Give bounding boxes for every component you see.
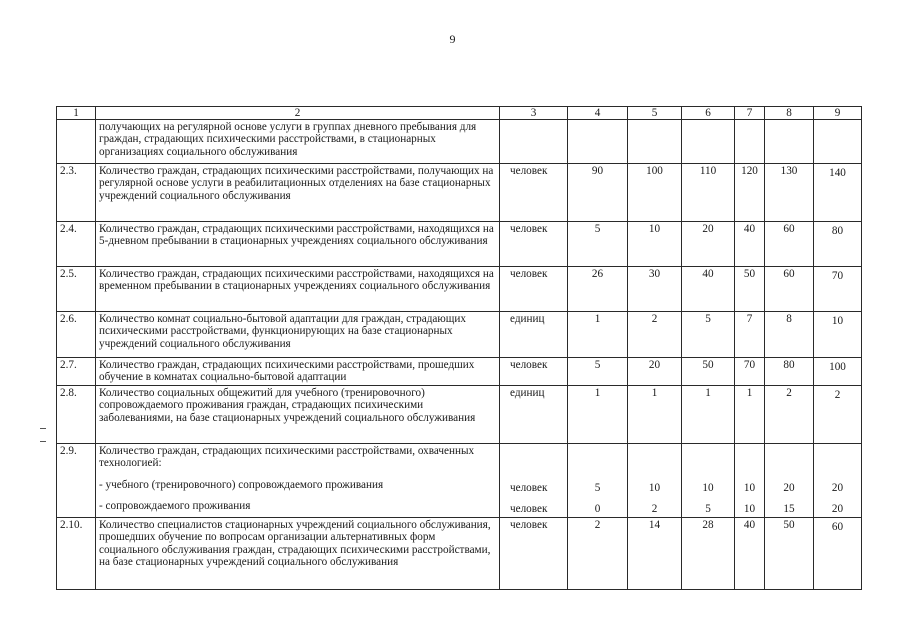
value-2022: 1 [735,385,765,443]
value-2021: 28 [682,517,735,589]
value-2019: 5 0 [568,443,628,517]
value-2019: 2 [568,517,628,589]
value-2020: 10 [628,222,682,267]
row-unit: человек человек [500,443,568,517]
value-2024: 70 [814,267,862,312]
row-unit: единиц [500,385,568,443]
row-description: Количество комнат социально-бытовой адаптации для граждан, страдающих психическими расстройствами, функционирующих на базе стационарных учреждений социального обслуживания [96,312,500,358]
table-row [57,443,862,517]
value-2021: 110 [682,164,735,222]
row-description: Количество специалистов стационарных учреждений социального обслуживания, прошедших обучение по вопросам организации альтернативных форм социального обслуживания граждан, страдающих психическими расстройствами, на базе стационарных учреждений социального обслуживания [96,517,500,589]
value-2021: 20 [682,222,735,267]
row-description: Количество граждан, страдающих психическими расстройствами, прошедших обучение в комнатах социально-бытовой адаптации [96,358,500,386]
value-2021: 40 [682,267,735,312]
sub-item-trial-living: - учебного (тренировочного) сопровождаемого проживания [99,478,384,491]
value-2020: 20 [628,358,682,386]
margin-mark [40,441,46,442]
row-number: 2.9. [57,443,96,517]
column-number: 6 [682,107,735,120]
value-2020: 1 [628,385,682,443]
value-2020: 2 [628,312,682,358]
table-row [57,517,862,589]
row-description: получающих на регулярной основе услуги в группах дневного пребывания для граждан, страдающих психическими расстройствами, в стационарных организациях социального обслуживания [96,120,500,164]
row-description: Количество социальных общежитий для учебного (тренировочного) сопровождаемого проживания граждан, страдающих психическими заболеваниями, на базе стационарных учреждений социального обслуживания [96,385,500,443]
row-number: 2.6. [57,312,96,358]
indicators-table [56,106,862,590]
column-number: 9 [814,107,862,120]
column-number: 1 [57,107,96,120]
value-2022: 7 [735,312,765,358]
row-description: Количество граждан, страдающих психическими расстройствами, находящихся на 5-дневном пребывании в стационарных учреждениях социального обслуживания [96,222,500,267]
value-2023: 2 [765,385,814,443]
value-2023: 50 [765,517,814,589]
margin-mark [40,428,46,429]
row-number: 2.3. [57,164,96,222]
value-2022: 120 [735,164,765,222]
value-2019: 90 [568,164,628,222]
row-unit: человек [500,164,568,222]
row-description: Количество граждан, страдающих психическими расстройствами, находящихся на временном пребывании в стационарных учреждениях социального обслуживания [96,267,500,312]
row-number [57,120,96,164]
value-2020: 100 [628,164,682,222]
column-number: 4 [568,107,628,120]
value-2023: 60 [765,267,814,312]
value-2020: 14 [628,517,682,589]
value-2023: 130 [765,164,814,222]
row-number: 2.10. [57,517,96,589]
value-2024: 100 [814,358,862,386]
value-2019: 26 [568,267,628,312]
column-number: 2 [96,107,500,120]
row-unit: человек [500,267,568,312]
value-2024: 10 [814,312,862,358]
value-2022: 50 [735,267,765,312]
value-2019: 1 [568,312,628,358]
value-2023: 8 [765,312,814,358]
page-number: 9 [449,32,456,46]
value-2021: 5 [682,312,735,358]
table-row [57,267,862,312]
row-description: Количество граждан, страдающих психическими расстройствами, получающих на регулярной основе услуги в реабилитационных отделениях на базе стационарных учреждений социального обслуживания [96,164,500,222]
row-unit: единиц [500,312,568,358]
column-number: 3 [500,107,568,120]
value-2021: 10 5 [682,443,735,517]
row-number: 2.7. [57,358,96,386]
value-2024: 140 [814,164,862,222]
table-row [57,312,862,358]
value-2022: 10 10 [735,443,765,517]
value-2021: 50 [682,358,735,386]
value-2022: 40 [735,222,765,267]
value-2024: 2 [814,385,862,443]
value-2021: 1 [682,385,735,443]
value-2023: 20 15 [765,443,814,517]
value-2023: 60 [765,222,814,267]
row-number: 2.4. [57,222,96,267]
row-number: 2.8. [57,385,96,443]
value-2024: 60 [814,517,862,589]
row-unit: человек [500,222,568,267]
value-2022: 70 [735,358,765,386]
table-row [57,164,862,222]
column-number: 7 [735,107,765,120]
row-unit [500,120,568,164]
row-description-main: Количество граждан, страдающих психическими расстройствами, охваченных технологией: [99,444,475,470]
table-row-continuation [57,120,862,164]
value-2023: 80 [765,358,814,386]
table-row [57,222,862,267]
row-description [96,443,500,517]
value-2019: 5 [568,358,628,386]
table-row [57,385,862,443]
value-2020: 10 2 [628,443,682,517]
value-2024: 20 20 [814,443,862,517]
table-row [57,358,862,386]
value-2019: 5 [568,222,628,267]
row-number: 2.5. [57,267,96,312]
value-2022: 40 [735,517,765,589]
sub-item-supported-living: - сопровождаемого проживания [99,500,251,513]
value-2020: 30 [628,267,682,312]
column-number-row [57,107,862,120]
column-number: 8 [765,107,814,120]
row-unit: человек [500,358,568,386]
column-number: 5 [628,107,682,120]
value-2019: 1 [568,385,628,443]
value-2024: 80 [814,222,862,267]
row-unit: человек [500,517,568,589]
